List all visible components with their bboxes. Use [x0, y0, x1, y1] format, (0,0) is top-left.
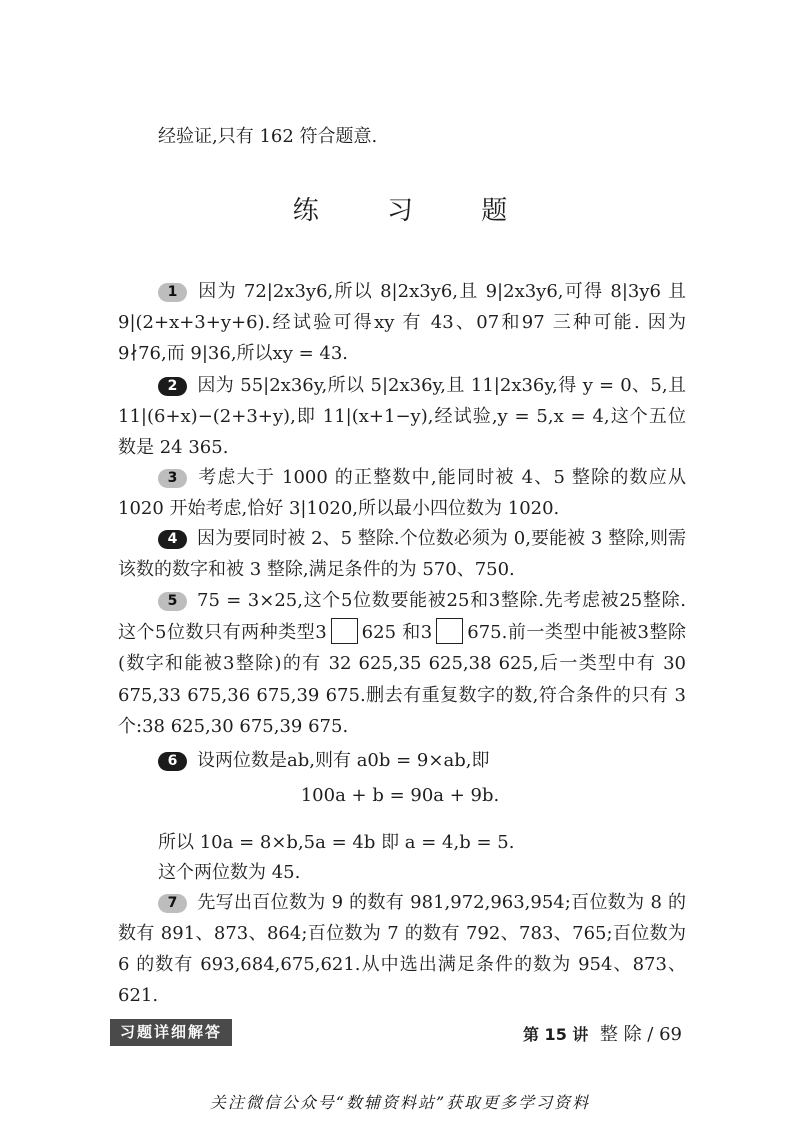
problem-6-line3: 这个两位数为 45.	[158, 862, 301, 883]
watermark-text: 关注微信公众号“数辅资料站”获取更多学习资料	[209, 1093, 591, 1112]
problem-number-badge: 3	[158, 469, 187, 488]
problem-number-badge: 4	[158, 530, 187, 549]
section-title: 练 习 题	[292, 196, 538, 226]
intro-text: 经验证,只有 162 符合题意.	[158, 126, 378, 147]
problem-text: 先写出百位数为 9 的数有 981,972,963,954;百位数为 8 的数有 891、873、864;百位数为 7 的数有 792、783、765;百位数为 6 的数有 693,684,675,621.从中选出满足条件的数为 954、873、621.	[118, 892, 686, 1006]
problem-number-badge: 7	[158, 894, 187, 913]
problem-1	[118, 276, 686, 369]
problem-text: 因为 72|2x3y6,所以 8|2x3y6,且 9|2x3y6,可得 8|3y6 且 9|(2+x+3+y+6).经试验可得xy 有 43、07和97 三种可能. 因为 9∤76,而 9|36,所以xy = 43.	[118, 281, 686, 364]
problem-number-badge: 6	[158, 752, 187, 771]
problem-5	[118, 585, 686, 743]
problem-text: 设两位数是ab,则有 a0b = 9×ab,即	[197, 750, 490, 771]
problem-text: 因为 55|2x36y,所以 5|2x36y,且 11|2x36y,得 y = 0、5,且 11|(6+x)−(2+3+y),即 11|(x+1−y),经试验,y = 5,x = 4,这个五位数是 24 365.	[118, 375, 686, 458]
chapter-title-page: 整 除 / 69	[599, 1024, 682, 1045]
problem-text: 因为要同时被 2、5 整除.个位数必须为 0,要能被 3 整除,则需该数的数字和被 3 整除,满足条件的为 570、750.	[118, 528, 686, 580]
problem-4	[118, 523, 686, 585]
problem-6-line2: 所以 10a = 8×b,5a = 4b 即 a = 4,b = 5.	[158, 832, 515, 853]
problem-6	[118, 745, 686, 776]
problem-3	[118, 462, 686, 524]
blank-box	[436, 618, 463, 644]
problem-number-badge: 1	[158, 283, 187, 302]
problem-2	[118, 370, 686, 463]
footer-chapter	[523, 1020, 682, 1046]
chapter-label: 第 15 讲	[522, 1025, 589, 1044]
problem-text: 75 = 3×25,这个5位数要能被25和3整除.先考虑被25整除.这个5位数只有两种类型3	[118, 590, 686, 643]
problem-text: 675.前一类型中能被3整除(数字和能被3整除)的有 32 625,35 625,38 625,后一类型中有 30 675,33 675,36 675,39 675.删去有重复数字的数,符合条件的只有 3 个:38 625,30 675,39 675.	[118, 621, 687, 737]
footer-section-label: 习题详细解答	[110, 1019, 232, 1046]
problem-7	[118, 887, 686, 1011]
formula: 100a + b = 90a + 9b.	[300, 785, 500, 806]
problem-text: 625 和3	[361, 621, 433, 643]
blank-box	[331, 618, 358, 644]
problem-number-badge: 2	[158, 377, 187, 396]
problem-number-badge: 5	[158, 592, 187, 611]
problem-text: 考虑大于 1000 的正整数中,能同时被 4、5 整除的数应从 1020 开始考虑,恰好 3|1020,所以最小四位数为 1020.	[118, 467, 686, 519]
